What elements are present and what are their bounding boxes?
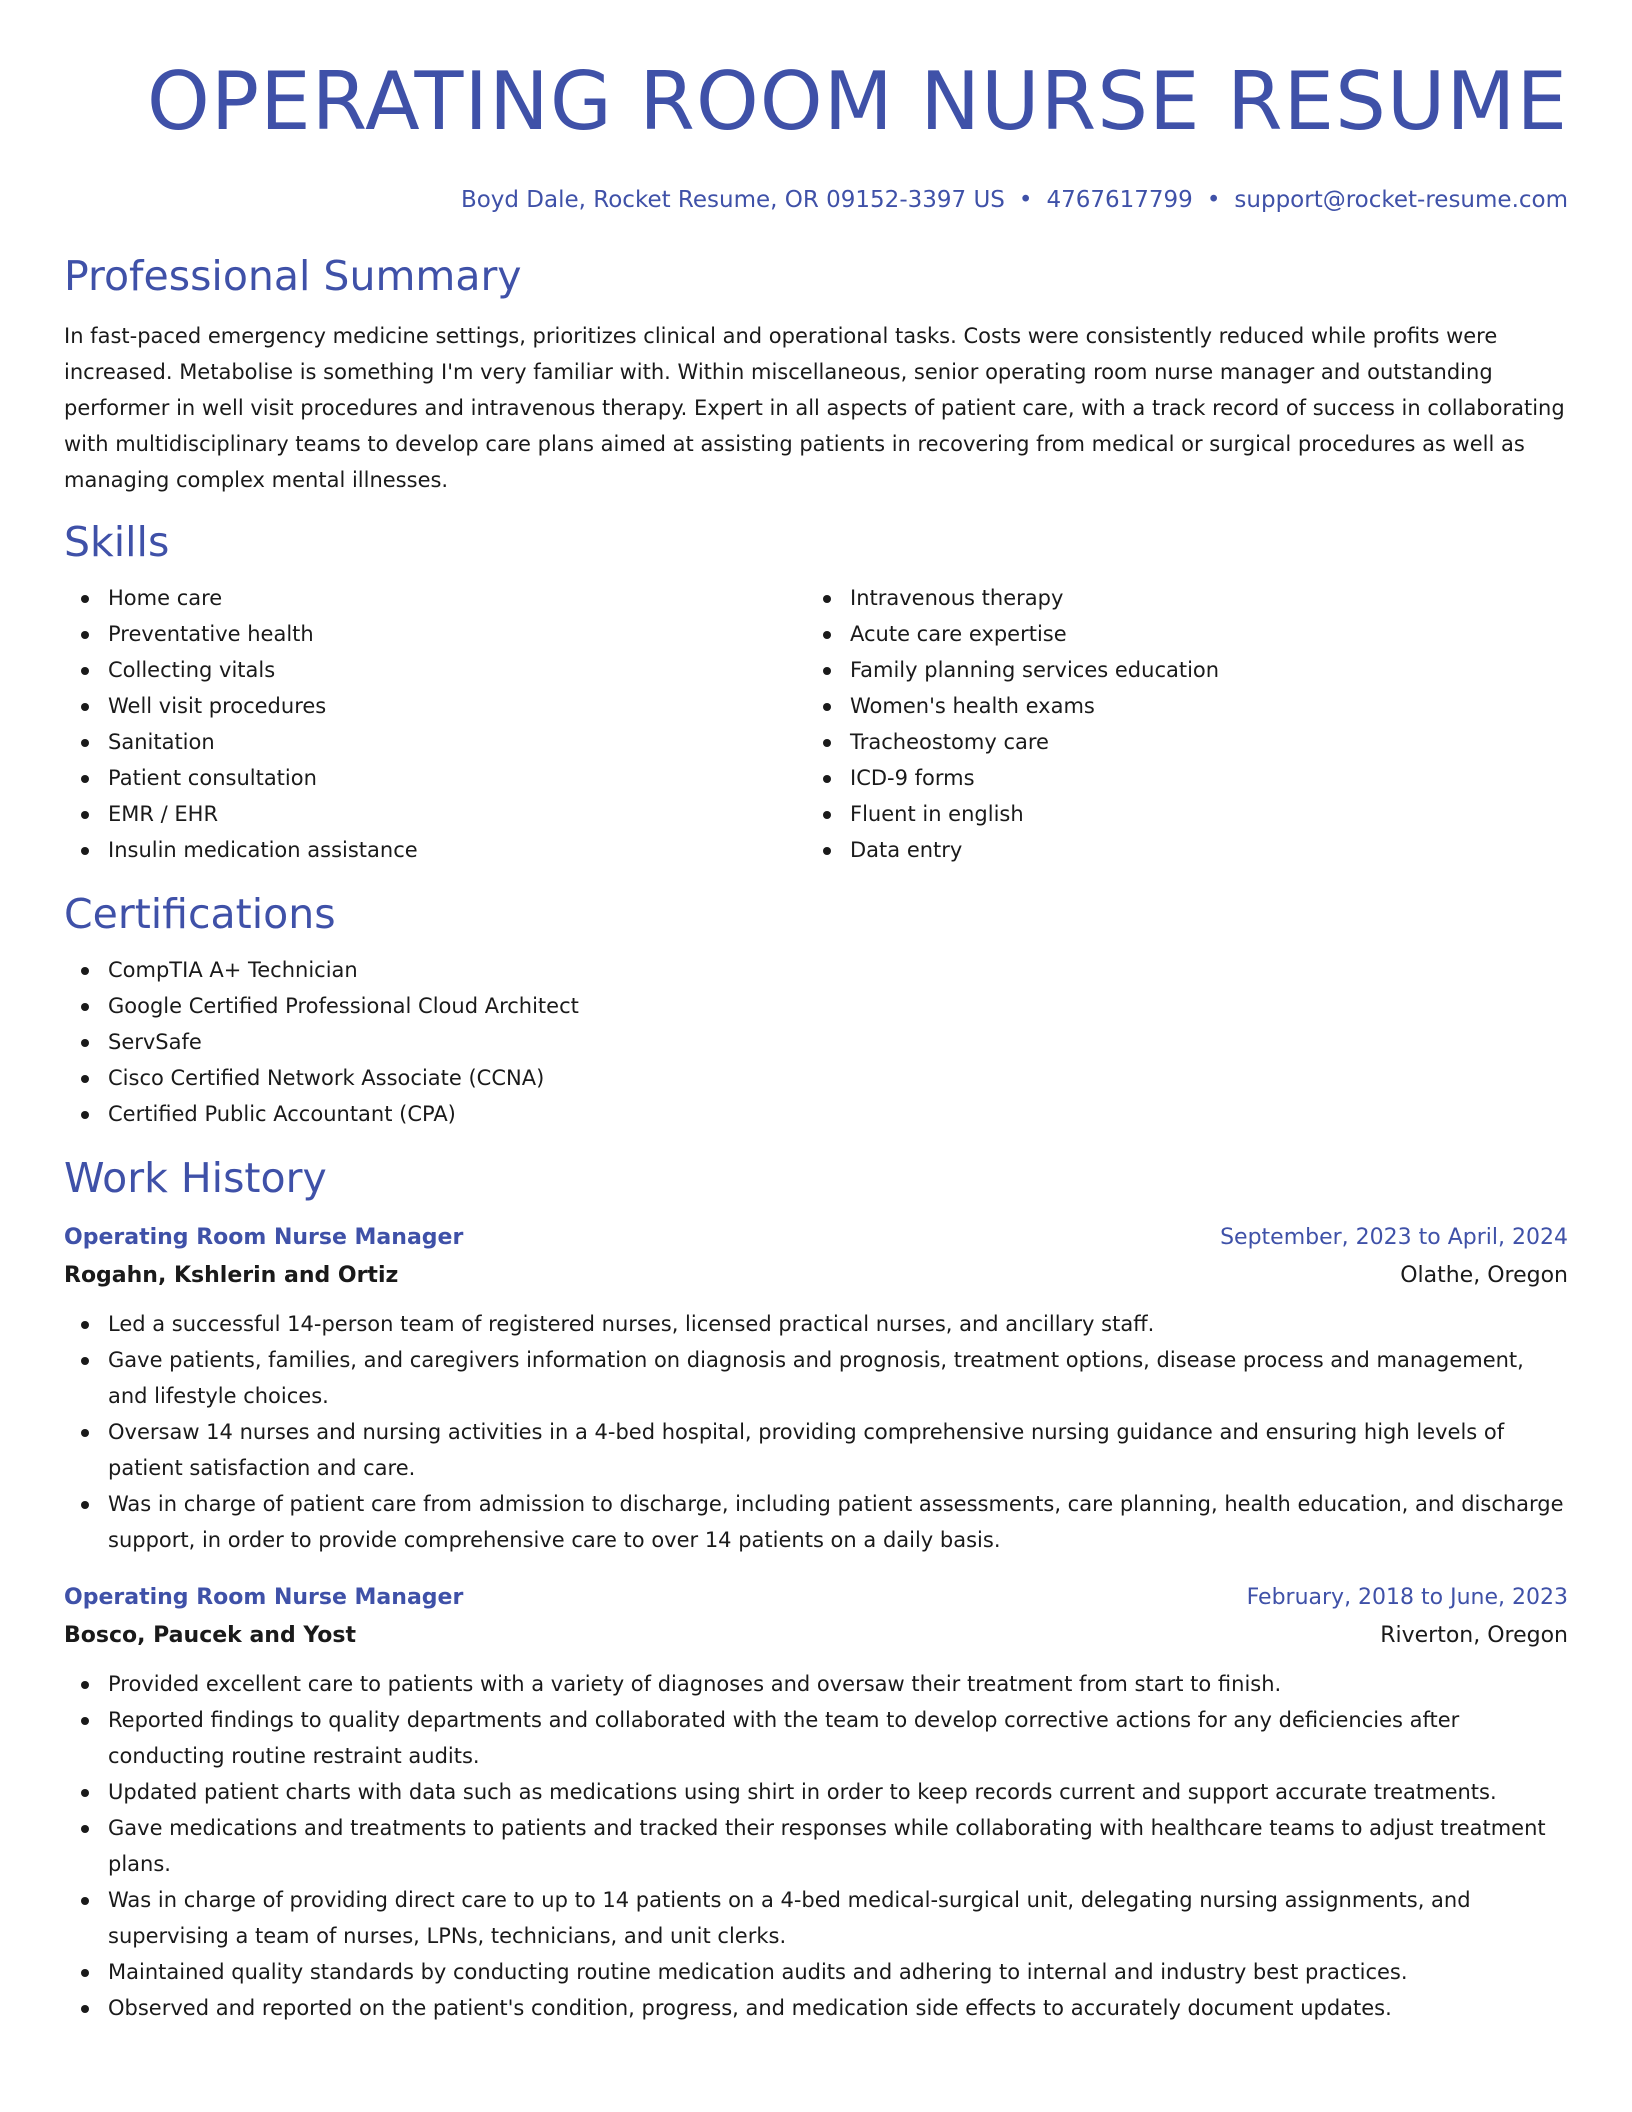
job-bullet: Was in charge of patient care from admission to discharge, including patient assessments, care planning, health education, and discharge support, in order to provide comprehensive care to over 14 patients on a daily basis. xyxy=(64,1486,1568,1558)
job-bullet: Oversaw 14 nurses and nursing activities in a 4-bed hospital, providing comprehensive nursing guidance and ensuring high levels of patient satisfaction and care. xyxy=(64,1414,1568,1486)
job-header-row xyxy=(64,1220,1568,1256)
skills-heading: Skills xyxy=(64,518,170,566)
contact-separator: • xyxy=(1018,187,1033,213)
job-dates: September, 2023 to April, 2024 xyxy=(1220,1225,1568,1250)
certification-item: Certified Public Accountant (CPA) xyxy=(64,1096,1568,1132)
summary-text: In fast-paced emergency medicine settings, prioritizes clinical and operational tasks. Costs were consistently reduced while profits were increased. Metabolise is something I'm very familiar with. Within miscellaneous, senior operating room nurse manager and outstanding performer in well visit procedures and intravenous therapy. Expert in all aspects of patient care, with a track record of success in collaborating with multidisciplinary teams to develop care plans aimed at assisting patients in recovering from medical or surgical procedures as well as managing complex mental illnesses. xyxy=(64,324,1565,492)
job-bullet: Updated patient charts with data such as medications using shirt in order to keep records current and support accurate treatments. xyxy=(64,1774,1568,1810)
skill-item: Well visit procedures xyxy=(64,688,806,724)
certifications-list xyxy=(64,952,1568,1132)
job-bullet: Led a successful 14-person team of registered nurses, licensed practical nurses, and ancillary staff. xyxy=(64,1306,1568,1342)
skill-item: Patient consultation xyxy=(64,760,806,796)
job-bullet: Gave medications and treatments to patients and tracked their responses while collaborating with healthcare teams to adjust treatment plans. xyxy=(64,1810,1568,1882)
job-bullet: Reported findings to quality departments and collaborated with the team to develop corrective actions for any deficiencies after conducting routine restraint audits. xyxy=(64,1702,1568,1774)
certification-item: Google Certified Professional Cloud Architect xyxy=(64,988,1568,1024)
skill-item: Data entry xyxy=(806,832,1548,868)
job-title: Operating Room Nurse Manager xyxy=(64,1585,464,1610)
job-company-row xyxy=(64,1616,1568,1656)
certification-item: ServSafe xyxy=(64,1024,1568,1060)
job-entry xyxy=(64,1580,1568,2026)
skills-list-left xyxy=(64,580,806,868)
contact-email-link[interactable]: support@rocket-resume.com xyxy=(1234,187,1568,213)
job-location: Riverton, Oregon xyxy=(1380,1623,1568,1648)
job-dates: February, 2018 to June, 2023 xyxy=(1246,1585,1568,1610)
summary-heading: Professional Summary xyxy=(64,252,522,300)
job-title: Operating Room Nurse Manager xyxy=(64,1225,464,1250)
job-location: Olathe, Oregon xyxy=(1400,1263,1568,1288)
job-company: Bosco, Paucek and Yost xyxy=(64,1623,356,1648)
skill-item: Tracheostomy care xyxy=(806,724,1548,760)
job-header-row xyxy=(64,1580,1568,1616)
skills-grid xyxy=(64,580,1568,868)
skill-item: Sanitation xyxy=(64,724,806,760)
contact-line xyxy=(64,184,1568,216)
job-bullets xyxy=(64,1666,1568,2026)
skill-item: EMR / EHR xyxy=(64,796,806,832)
resume-title: OPERATING ROOM NURSE RESUME xyxy=(146,55,1568,148)
skill-item: Insulin medication assistance xyxy=(64,832,806,868)
certification-item: CompTIA A+ Technician xyxy=(64,952,1568,988)
skill-item: Family planning services education xyxy=(806,652,1548,688)
job-company: Rogahn, Kshlerin and Ortiz xyxy=(64,1263,399,1288)
work-history-heading: Work History xyxy=(64,1154,327,1202)
skill-item: Women's health exams xyxy=(806,688,1548,724)
skill-item: Home care xyxy=(64,580,806,616)
job-entry xyxy=(64,1220,1568,1558)
job-bullet: Provided excellent care to patients with a variety of diagnoses and oversaw their treatment from start to finish. xyxy=(64,1666,1568,1702)
skills-list-right xyxy=(806,580,1548,868)
job-bullet: Was in charge of providing direct care to up to 14 patients on a 4-bed medical-surgical unit, delegating nursing assignments, and supervising a team of nurses, LPNs, technicians, and unit clerks. xyxy=(64,1882,1568,1954)
certifications-heading: Certifications xyxy=(64,890,336,938)
job-company-row xyxy=(64,1256,1568,1296)
skill-item: Collecting vitals xyxy=(64,652,806,688)
job-bullets xyxy=(64,1306,1568,1558)
skill-item: Acute care expertise xyxy=(806,616,1548,652)
certification-item: Cisco Certified Network Associate (CCNA) xyxy=(64,1060,1568,1096)
skill-item: Intravenous therapy xyxy=(806,580,1548,616)
skill-item: ICD-9 forms xyxy=(806,760,1548,796)
job-bullet: Observed and reported on the patient's condition, progress, and medication side effects to accurately document updates. xyxy=(64,1990,1568,2026)
contact-phone: 4767617799 xyxy=(1046,187,1193,213)
skill-item: Fluent in english xyxy=(806,796,1548,832)
skill-item: Preventative health xyxy=(64,616,806,652)
job-bullet: Maintained quality standards by conducting routine medication audits and adhering to internal and industry best practices. xyxy=(64,1954,1568,1990)
contact-separator: • xyxy=(1206,187,1221,213)
job-bullet: Gave patients, families, and caregivers information on diagnosis and prognosis, treatment options, disease process and management, and lifestyle choices. xyxy=(64,1342,1568,1414)
contact-address: Boyd Dale, Rocket Resume, OR 09152-3397 US xyxy=(460,187,1005,213)
